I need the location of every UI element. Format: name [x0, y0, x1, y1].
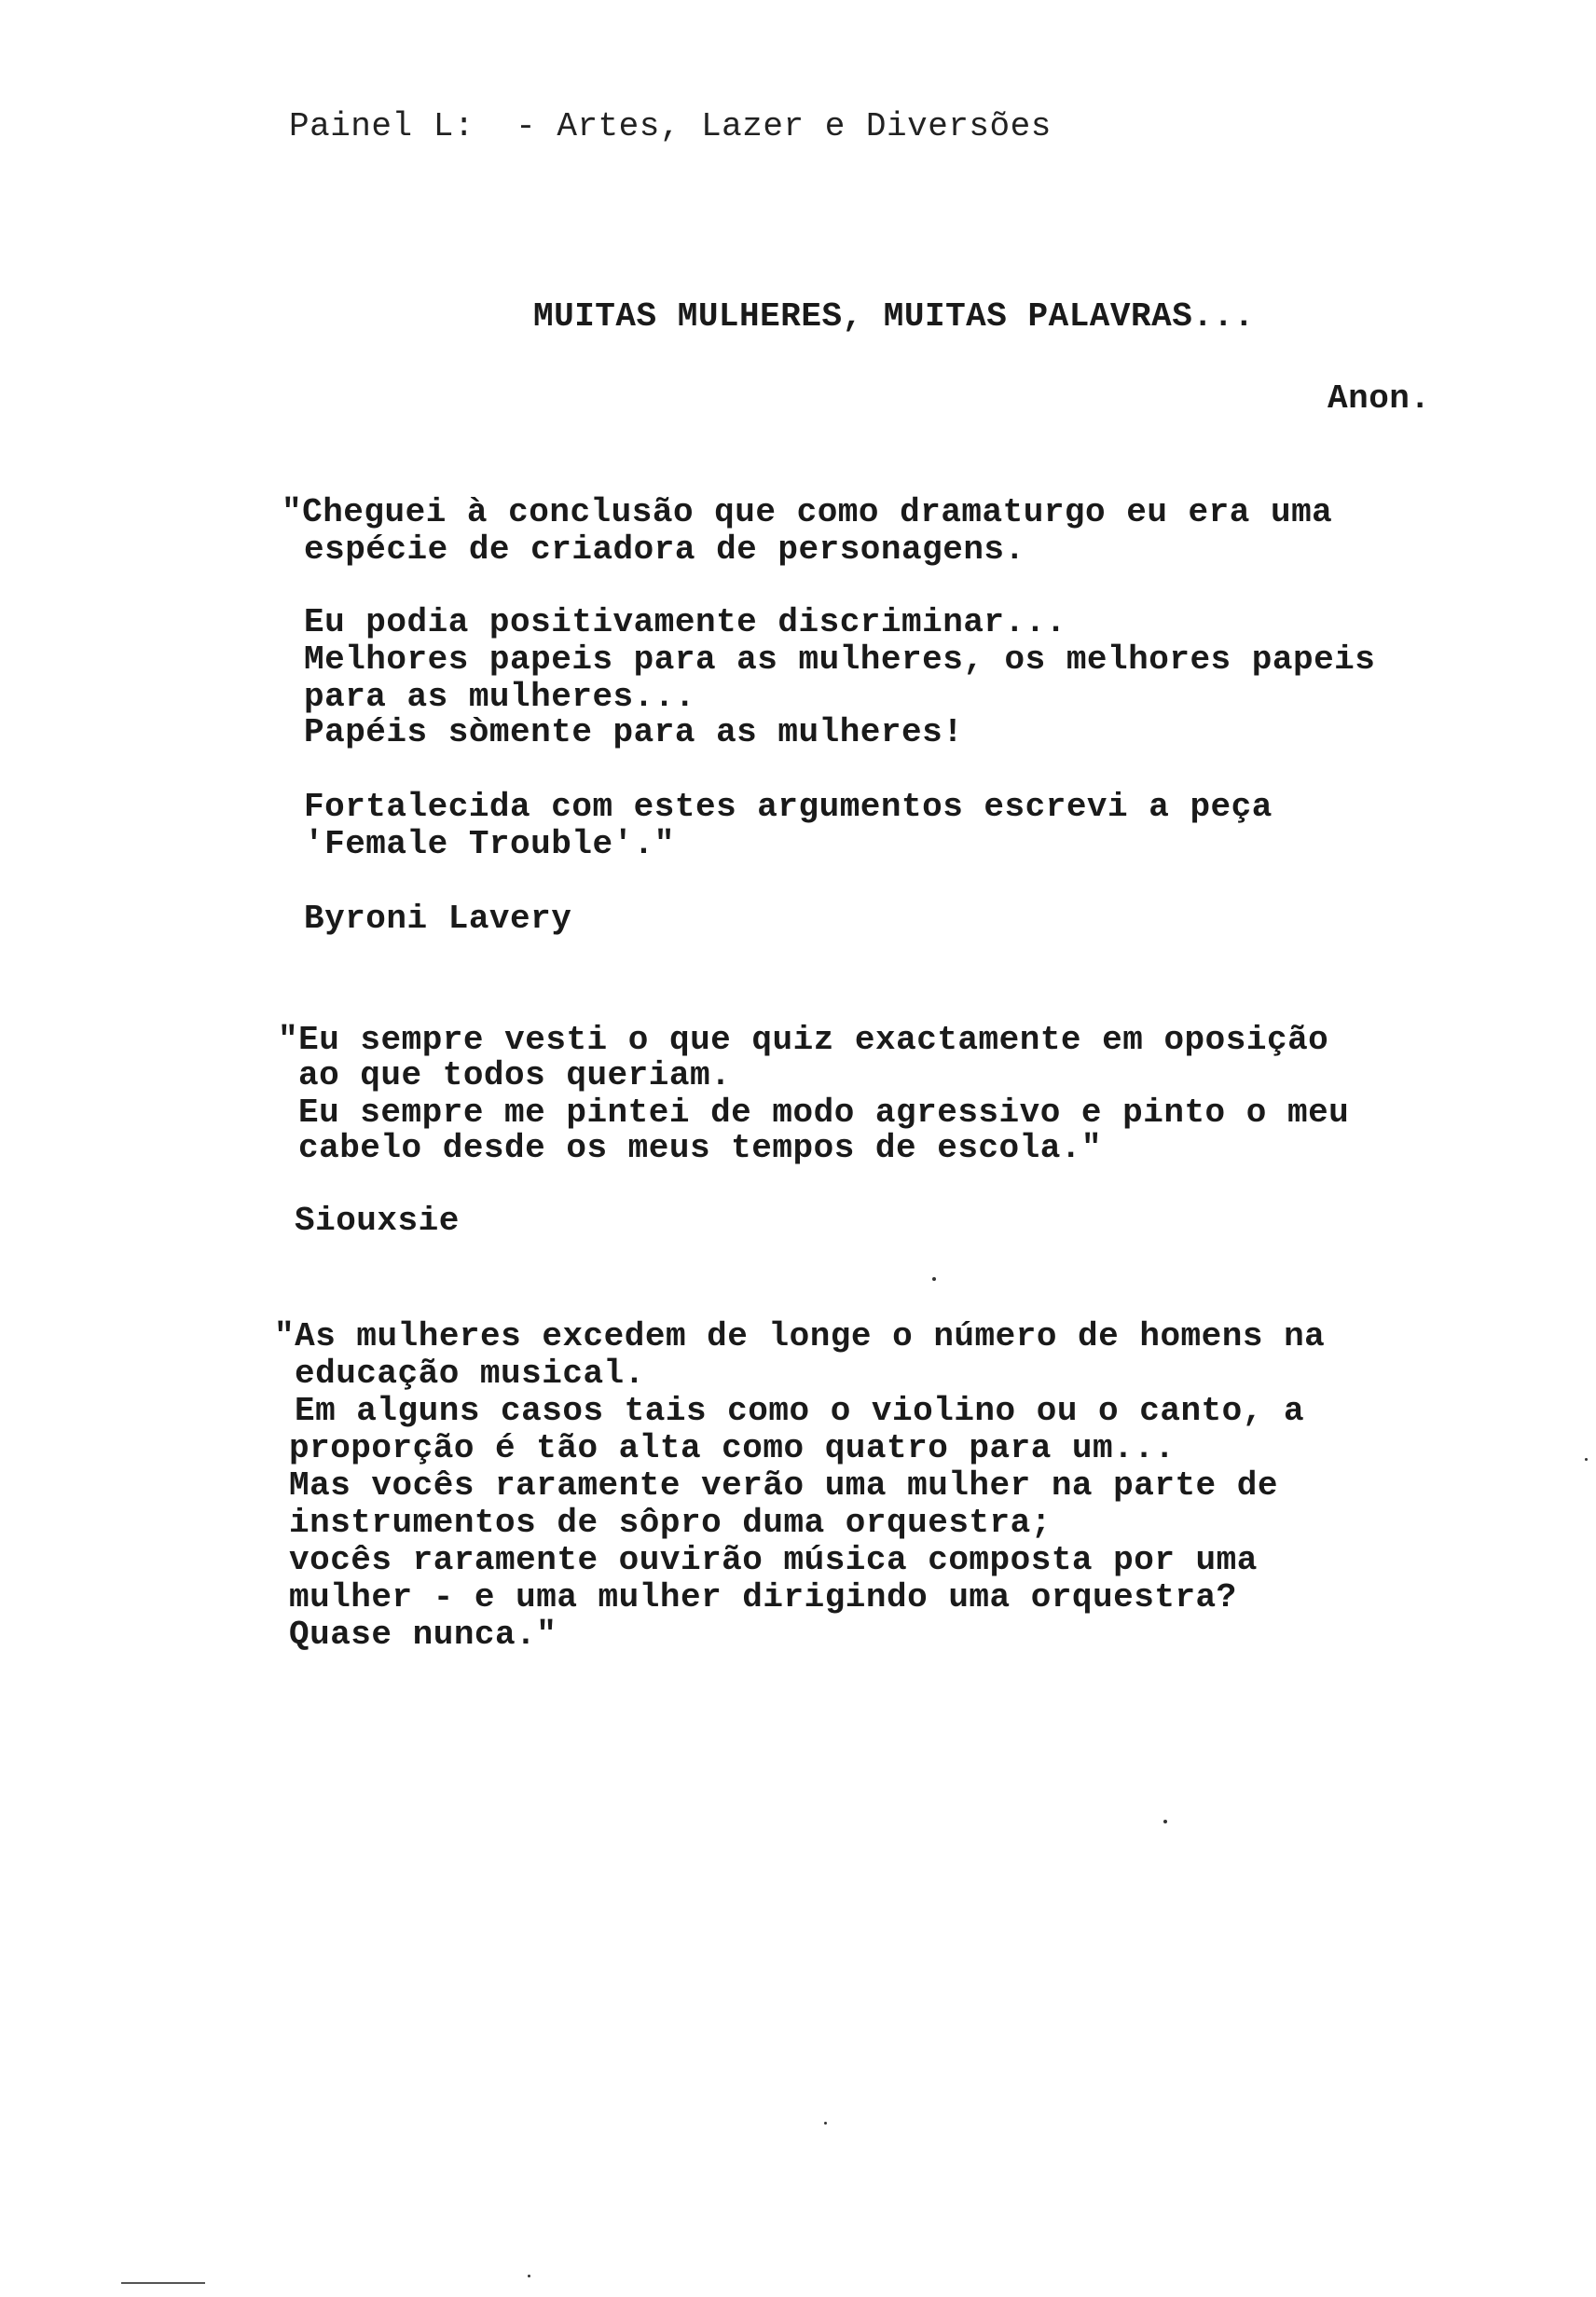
quote3-line: Mas vocês raramente verão uma mulher na parte de: [289, 1466, 1278, 1505]
scan-speck: [1163, 1820, 1167, 1823]
scan-speck: [932, 1277, 936, 1281]
title-byline: Anon.: [1328, 379, 1431, 418]
quote3-line: proporção é tão alta como quatro para um...: [289, 1429, 1176, 1467]
scan-dash: [121, 2282, 205, 2284]
quote2-author: Siouxsie: [295, 1202, 460, 1240]
quote1-line: Melhores papeis para as mulheres, os melhores papeis: [304, 640, 1376, 679]
quote1-line: Eu podia positivamente discriminar...: [304, 603, 1066, 641]
quote1-line: Papéis sòmente para as mulheres!: [304, 713, 964, 751]
scan-speck: [824, 2122, 827, 2125]
quote2-line: ao que todos queriam.: [298, 1056, 732, 1094]
quote1-line: 'Female Trouble'.": [304, 825, 675, 863]
quote1-line: espécie de criadora de personagens.: [304, 530, 1025, 569]
quote1-line: para as mulheres...: [304, 678, 695, 716]
scan-speck: [528, 2275, 530, 2277]
quote2-line: "Eu sempre vesti o que quiz exactamente em oposição: [278, 1021, 1329, 1059]
quote3-line: vocês raramente ouvirão música composta por uma: [289, 1541, 1258, 1579]
quote3-line: mulher - e uma mulher dirigindo uma orquestra?: [289, 1578, 1237, 1616]
quote3-line: Em alguns casos tais como o violino ou o canto, a: [295, 1392, 1305, 1430]
quote3-line: instrumentos de sôpro duma orquestra;: [289, 1504, 1052, 1542]
panel-header: Painel L: - Artes, Lazer e Diversões: [289, 107, 1052, 145]
quote2-line: Eu sempre me pintei de modo agressivo e pinto o meu: [298, 1093, 1350, 1132]
quote1-line: "Cheguei à conclusão que como dramaturgo eu era uma: [282, 493, 1333, 531]
quote3-line: Quase nunca.": [289, 1616, 557, 1654]
quote3-line: "As mulheres excedem de longe o número de homens na: [274, 1317, 1326, 1355]
document-title: MUITAS MULHERES, MUITAS PALAVRAS...: [533, 297, 1255, 336]
quote3-line: educação musical.: [295, 1355, 645, 1393]
scan-speck: [1585, 1458, 1588, 1461]
quote1-line: Fortalecida com estes argumentos escrevi a peça: [304, 788, 1273, 826]
quote1-author: Byroni Lavery: [304, 900, 572, 938]
quote2-line: cabelo desde os meus tempos de escola.": [298, 1129, 1103, 1167]
